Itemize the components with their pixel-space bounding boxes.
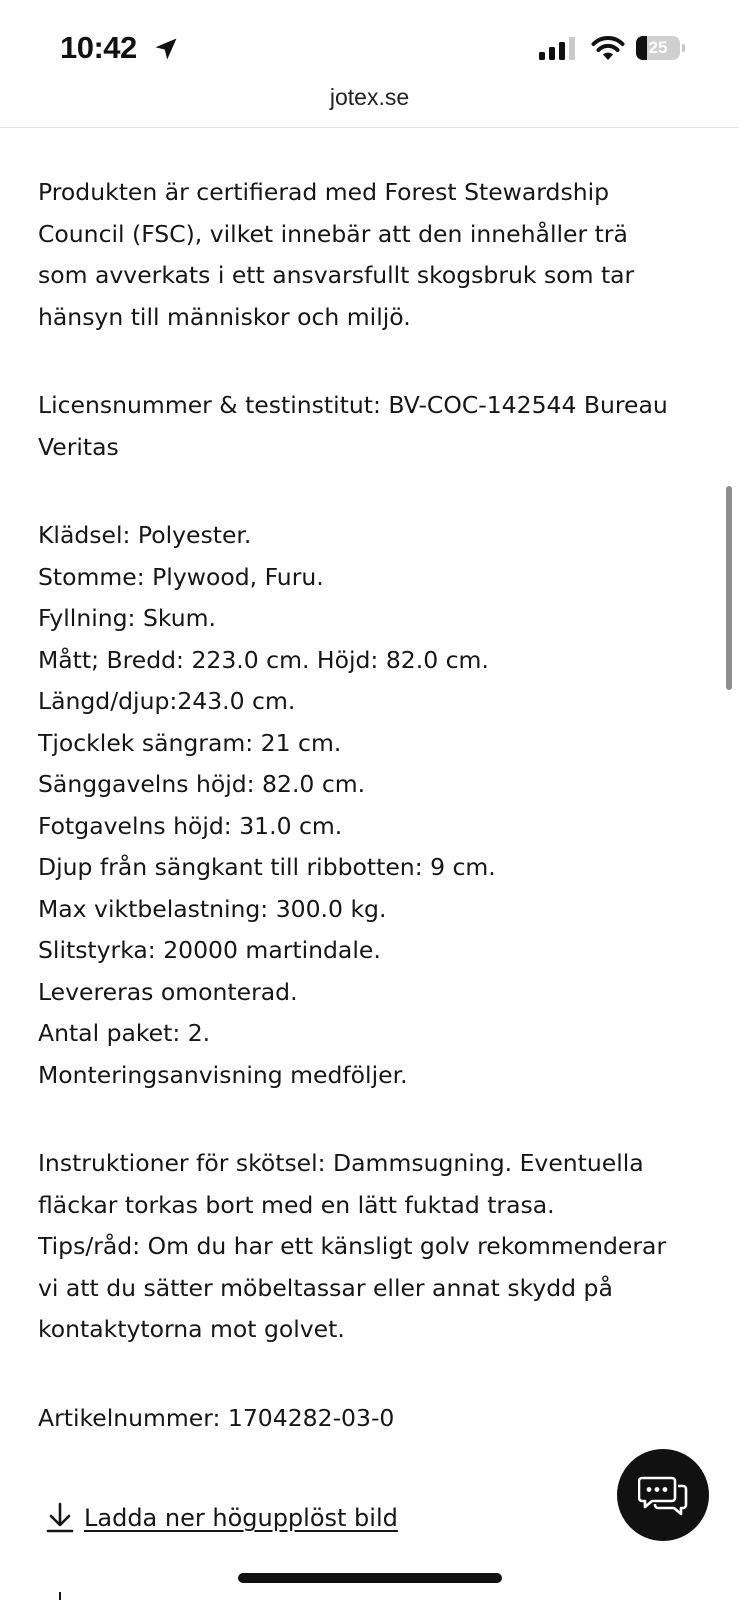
description-line: Klädsel: Polyester.	[38, 521, 252, 549]
description-line: Levereras omonterad.	[38, 977, 298, 1006]
description-paragraph	[38, 172, 708, 338]
description-line: Tips/råd: Om du har ett känsligt golv rekommenderar	[38, 1232, 667, 1260]
description-line: Artikelnummer: 1704282-03-0	[38, 1403, 395, 1432]
cellular-signal-icon	[539, 37, 577, 61]
description-line: Djup från sängkant till ribbotten: 9 cm.	[38, 853, 496, 881]
description-line: Längd/djup:243.0 cm.	[38, 687, 296, 715]
description-line: Tjocklek sängram: 21 cm.	[38, 728, 342, 757]
description-paragraph	[38, 385, 708, 468]
description-line: hänsyn till människor och miljö.	[38, 302, 411, 331]
description-paragraph	[38, 1398, 708, 1440]
description-line: Licensnummer & testinstitut: BV-COC-142544 Bureau	[38, 391, 668, 419]
description-line: Monteringsanvisning medföljer.	[38, 1060, 408, 1089]
description-line: som avverkats i ett ansvarsfullt skogsbruk som tar	[38, 261, 635, 289]
description-paragraph	[38, 515, 708, 1096]
battery-icon	[636, 36, 686, 60]
browser-url[interactable]: jotex.se	[329, 84, 410, 110]
download-image-link[interactable]	[46, 1498, 398, 1538]
description-paragraph	[38, 1143, 708, 1351]
location-arrow-icon	[152, 35, 180, 63]
description-line: Sänggavelns höjd: 82.0 cm.	[38, 770, 366, 798]
chat-button[interactable]	[617, 1449, 709, 1541]
chat-bubbles-icon	[638, 1474, 688, 1516]
description-line: Max viktbelastning: 300.0 kg.	[38, 894, 387, 923]
url-divider	[0, 127, 739, 128]
battery-level: 25	[648, 38, 668, 57]
description-line: Council (FSC), vilket innebär att den innehåller trä	[38, 219, 628, 248]
download-icon	[46, 1502, 74, 1534]
description-line: Instruktioner för skötsel: Dammsugning. Eventuella	[38, 1149, 644, 1177]
home-indicator[interactable]	[238, 1573, 502, 1583]
status-bar	[0, 0, 739, 80]
description-line: Fyllning: Skum.	[38, 604, 217, 632]
description-line: vi att du sätter möbeltassar eller annat skydd på	[38, 1273, 613, 1302]
product-description	[38, 172, 708, 1486]
description-line: Stomme: Plywood, Furu.	[38, 562, 324, 591]
description-line: fläckar torkas bort med en lätt fuktad trasa.	[38, 1190, 555, 1219]
status-time: 10:42	[60, 30, 137, 65]
wifi-icon	[591, 34, 625, 62]
description-line: Veritas	[38, 432, 119, 461]
scroll-indicator[interactable]	[726, 486, 732, 690]
description-line: kontaktytorna mot golvet.	[38, 1315, 345, 1343]
description-line: Antal paket: 2.	[38, 1019, 211, 1047]
description-line: Mått; Bredd: 223.0 cm. Höjd: 82.0 cm.	[38, 645, 489, 674]
description-line: Produkten är certifierad med Forest Stewardship	[38, 178, 610, 206]
description-line: Fotgavelns höjd: 31.0 cm.	[38, 811, 343, 840]
partial-arrow-icon	[54, 1592, 66, 1600]
download-image-label[interactable]: Ladda ner högupplöst bild	[84, 1504, 398, 1532]
description-line: Slitstyrka: 20000 martindale.	[38, 936, 381, 964]
